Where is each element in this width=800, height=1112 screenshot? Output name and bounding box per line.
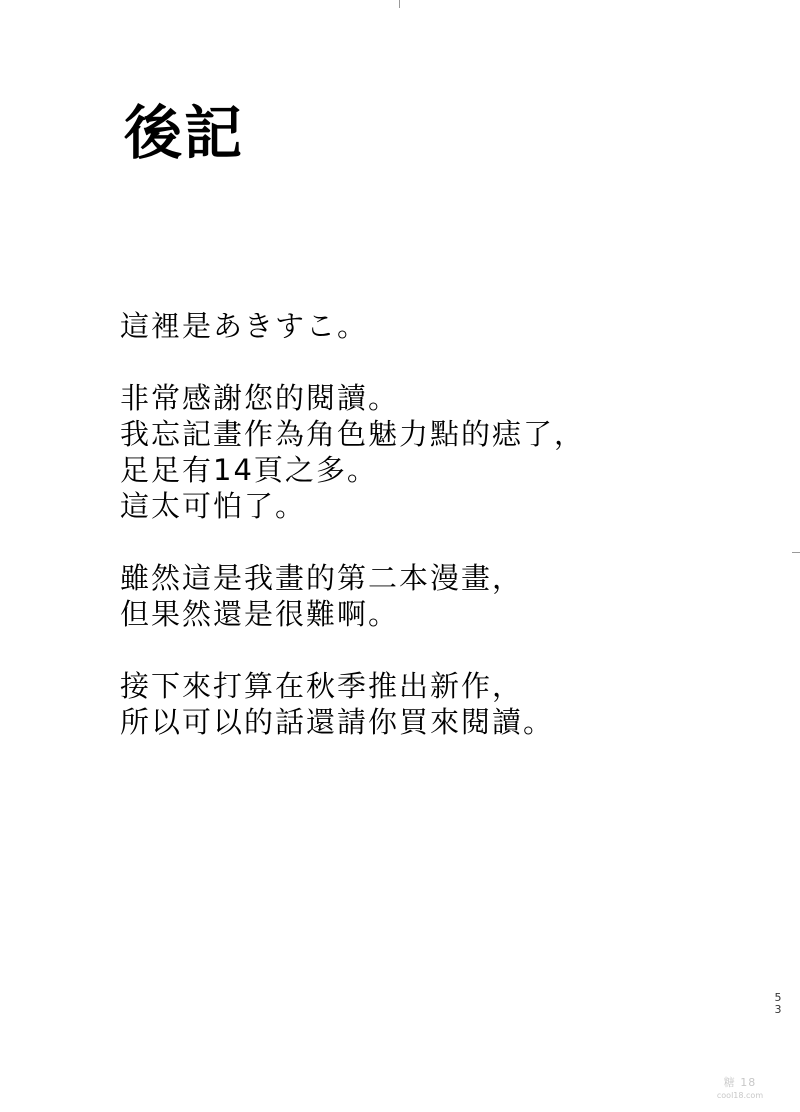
- watermark-site-text: cool18.com: [716, 1091, 764, 1100]
- crop-mark-right: [792, 552, 800, 553]
- watermark: [708, 1076, 772, 1104]
- text-line: 這太可怕了。: [120, 489, 307, 523]
- watermark-logo-text: 糖 18: [723, 1076, 757, 1089]
- paragraph-thanks: [120, 380, 585, 524]
- page-number-digit: 3: [774, 1003, 782, 1016]
- text-line: 足足有14頁之多。: [120, 453, 378, 487]
- text-line: 接下來打算在秋季推出新作，: [120, 669, 524, 703]
- text-line: 雖然這是我畫的第二本漫畫，: [120, 561, 524, 595]
- page-number-digit: 5: [774, 991, 782, 1004]
- afterword-body: [120, 308, 585, 740]
- paragraph-intro: [120, 308, 585, 344]
- text-line: 這裡是あきすこ。: [120, 309, 369, 343]
- text-line: 非常感謝您的閱讀。: [120, 381, 400, 415]
- paragraph-next-work: [120, 668, 585, 740]
- page-number: [772, 992, 784, 1016]
- text-line: 我忘記畫作為角色魅力點的痣了，: [120, 417, 586, 451]
- crop-mark-top: [399, 0, 400, 8]
- text-line: 但果然還是很難啊。: [120, 597, 400, 631]
- paragraph-second-manga: [120, 560, 585, 632]
- page-title: 後記: [124, 99, 245, 167]
- text-line: 所以可以的話還請你買來閱讀。: [120, 705, 555, 739]
